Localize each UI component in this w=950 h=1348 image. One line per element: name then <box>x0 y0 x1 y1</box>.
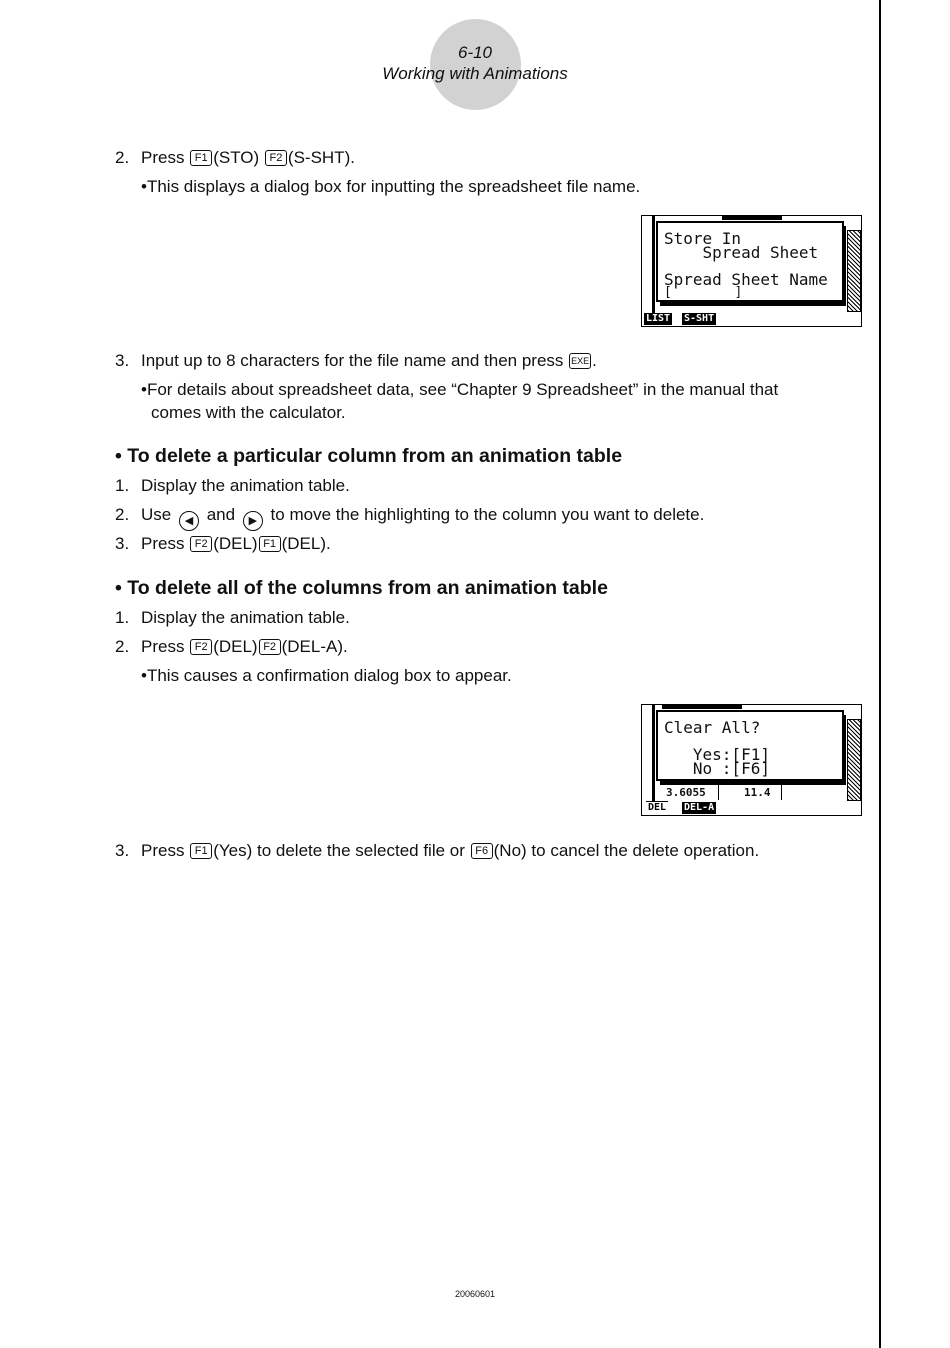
step-press: Press <box>141 534 185 553</box>
table-cell: 11.4 <box>744 786 771 799</box>
no-option[interactable]: No :[F6] <box>664 759 770 778</box>
step-rest: to move the highlighting to the column you want to delete. <box>270 505 705 524</box>
f1-key-icon: F1 <box>190 150 212 166</box>
step-text <box>141 841 759 861</box>
right-arrow-key-icon: ▶ <box>243 511 263 531</box>
step-number: 2. <box>115 637 130 656</box>
fkey-dela[interactable]: DEL-A <box>684 802 715 813</box>
step-text: Display the animation table. <box>141 476 350 495</box>
step-number: 1. <box>115 608 130 627</box>
step-number: 3. <box>115 841 130 860</box>
step-no: (No) to cancel the delete operation. <box>493 841 760 860</box>
section-heading: • To delete all of the columns from an animation table <box>115 577 608 599</box>
step-note-cont: comes with the calculator. <box>151 403 346 422</box>
table-divider <box>718 785 719 800</box>
fkey-ssht[interactable]: S-SHT <box>684 313 715 324</box>
table-cell: 3.6055 <box>666 786 706 799</box>
page-number: 6-10 <box>457 43 493 62</box>
step-dela: (DEL-A). <box>281 637 348 656</box>
f2-key-icon: F2 <box>190 639 212 655</box>
footer-code: 20060601 <box>454 1289 496 1299</box>
calculator-screen-store <box>641 215 862 327</box>
fkey-list[interactable]: LIST <box>646 313 671 324</box>
fkey-del[interactable]: DEL <box>648 802 667 813</box>
table-divider <box>781 785 782 800</box>
step-text <box>141 148 355 168</box>
step-text <box>141 534 331 554</box>
step-yes: (Yes) to delete the selected file or <box>213 841 465 860</box>
step-ssht: (S-SHT). <box>287 148 355 167</box>
page-right-rule <box>879 0 881 1348</box>
calculator-screen-clear <box>641 704 862 816</box>
step-press: Press <box>141 637 185 656</box>
section-title: Working with Animations <box>382 64 568 83</box>
step-text <box>141 637 348 657</box>
dialog-prompt: Spread Sheet Name <box>664 270 828 289</box>
dialog-title: Store In <box>664 229 742 248</box>
f1-key-icon: F1 <box>190 843 212 859</box>
step-text <box>141 351 597 371</box>
step-use: Use <box>141 505 172 524</box>
step-del: (DEL) <box>213 534 258 553</box>
step-note: •This displays a dialog box for inputting the spreadsheet file name. <box>141 177 641 196</box>
store-dialog <box>656 221 844 302</box>
lcd-header-bar <box>722 216 782 220</box>
f2-key-icon: F2 <box>265 150 287 166</box>
step-press: Press <box>141 148 185 167</box>
step-sto: (STO) <box>213 148 260 167</box>
dialog-title: Clear All? <box>664 718 761 737</box>
step-number: 2. <box>115 505 130 524</box>
step-and: and <box>206 505 236 524</box>
clear-dialog <box>656 710 844 781</box>
filename-input[interactable]: [ ] <box>664 285 743 300</box>
step-number: 3. <box>115 534 130 553</box>
step-text <box>141 505 704 531</box>
step-del: (DEL) <box>213 637 258 656</box>
f2-key-icon: F2 <box>190 536 212 552</box>
step-press: Press <box>141 841 185 860</box>
step-text: Display the animation table. <box>141 608 350 627</box>
exe-key-icon: EXE <box>569 353 591 369</box>
step-note: •For details about spreadsheet data, see “Chapter 9 Spreadsheet” in the manual that <box>141 380 779 399</box>
scrollbar[interactable] <box>847 230 861 312</box>
lcd-border <box>652 705 655 803</box>
step-number: 1. <box>115 476 130 495</box>
step-period: . <box>592 351 597 370</box>
yes-option[interactable]: Yes:[F1] <box>664 745 770 764</box>
section-heading: • To delete a particular column from an animation table <box>115 445 623 467</box>
dialog-subtitle: Spread Sheet <box>664 243 819 262</box>
step-input-text: Input up to 8 characters for the file name and then press <box>141 351 564 370</box>
scrollbar[interactable] <box>847 719 861 801</box>
f6-key-icon: F6 <box>471 843 493 859</box>
f1-key-icon: F1 <box>259 536 281 552</box>
step-note: •This causes a confirmation dialog box to appear. <box>141 666 512 685</box>
f2-key-icon: F2 <box>259 639 281 655</box>
lcd-header-bar <box>662 705 742 709</box>
left-arrow-key-icon: ◀ <box>179 511 199 531</box>
lcd-border <box>652 216 655 314</box>
step-number: 3. <box>115 351 130 370</box>
step-number: 2. <box>115 148 130 167</box>
step-del: (DEL). <box>281 534 331 553</box>
